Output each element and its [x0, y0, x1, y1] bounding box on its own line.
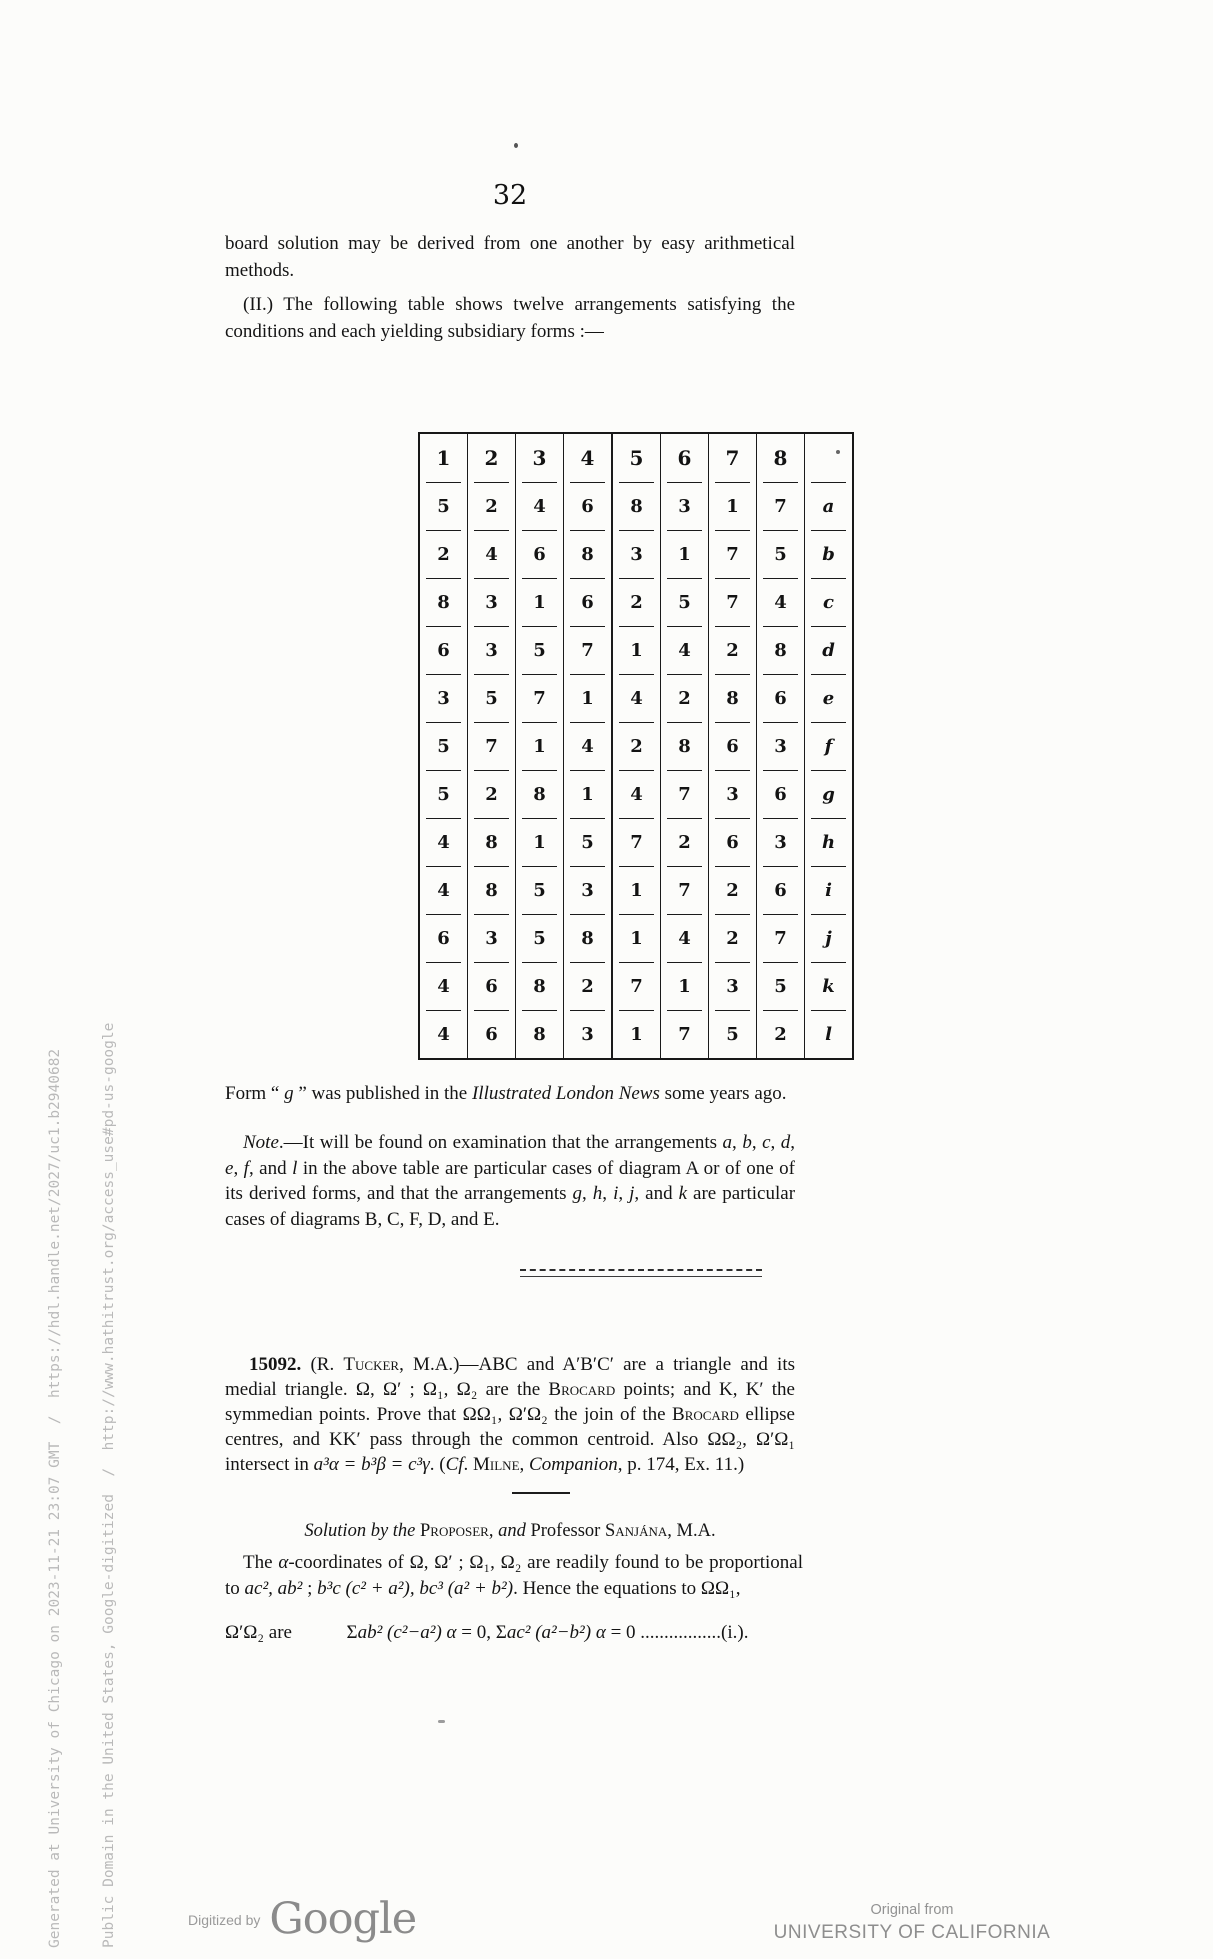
table-cell: 6: [757, 674, 805, 722]
text-segment: e: [225, 1157, 234, 1179]
table-cell: 6: [516, 530, 564, 578]
table-cell: 5: [419, 722, 468, 770]
short-rule: [512, 1492, 570, 1494]
table-cell: 2: [757, 1010, 805, 1059]
text-segment: h: [592, 1183, 603, 1204]
text-segment: Brocard: [548, 1379, 616, 1400]
text-segment: Illustrated London News: [471, 1083, 660, 1104]
text-segment: Σ: [346, 1622, 358, 1643]
row-label: a: [805, 482, 854, 530]
row-label: e: [805, 674, 854, 722]
text-segment: Companion: [529, 1454, 618, 1475]
problem-15092: [225, 1352, 795, 1477]
table-row: [419, 818, 853, 866]
text-segment: α: [278, 1552, 289, 1573]
paragraph-note: [225, 1130, 795, 1232]
text-segment: ,: [519, 1454, 530, 1475]
column-header: 7: [709, 433, 757, 482]
table-cell: 1: [564, 674, 613, 722]
text-segment: i: [613, 1183, 619, 1204]
table-header-row: [419, 433, 853, 482]
table-cell: 8: [564, 914, 613, 962]
table-cell: 1: [516, 722, 564, 770]
table-cell: 7: [661, 770, 709, 818]
text-segment: , and: [634, 1183, 679, 1204]
text-segment: (R.: [301, 1354, 344, 1375]
table-cell: 5: [564, 818, 613, 866]
text-segment: Sanjána: [604, 1521, 668, 1541]
table-cell: 6: [564, 482, 613, 530]
text-segment: ellipse centres, and KK′ pass through the common centroid. Also ΩΩ₂, Ω′Ω₁ intersect in: [225, 1404, 795, 1475]
text-segment: -coordinates of Ω, Ω′ ; Ω₁, Ω₂ are readily found to be proportional to: [225, 1552, 803, 1599]
footer-digitized: [188, 1894, 417, 1944]
table-row: [419, 722, 853, 770]
table-cell: 6: [757, 866, 805, 914]
table-cell: 3: [419, 674, 468, 722]
text-segment: , M.A.)—ABC and A′B′C′ are a triangle and its medial triangle. Ω, Ω′ ; Ω₁, Ω₂ are the: [225, 1354, 795, 1400]
text-segment: ,: [751, 1132, 763, 1153]
text-segment: = 0,: [456, 1622, 496, 1643]
row-label: j: [805, 914, 854, 962]
equation-label: Ω′Ω₂ are: [225, 1622, 292, 1643]
table-cell: 1: [612, 1010, 661, 1059]
table-cell: 8: [612, 482, 661, 530]
table-cell: 8: [564, 530, 613, 578]
table-cell: 5: [709, 1010, 757, 1059]
column-header: 5: [612, 433, 661, 482]
table-cell: 5: [419, 770, 468, 818]
table-cell: 5: [516, 914, 564, 962]
table-cell: 2: [468, 482, 516, 530]
text-segment: , and: [248, 1157, 293, 1179]
row-label: c: [805, 578, 854, 626]
text-segment: ac², ab²: [244, 1578, 303, 1599]
table-row: [419, 962, 853, 1010]
table-cell: 6: [564, 578, 613, 626]
page-number: 32: [492, 180, 528, 211]
text-segment: . Hence the equations to ΩΩ₁,: [513, 1578, 741, 1599]
table-cell: 3: [468, 578, 516, 626]
column-header: 4: [564, 433, 613, 482]
column-header: 2: [468, 433, 516, 482]
paragraph-table-intro: (II.) The following table shows twelve arrangements satisfying the conditions and each yielding subsidiary forms :—: [225, 294, 795, 342]
table-cell: 1: [516, 578, 564, 626]
text-segment: a: [722, 1132, 733, 1153]
table-cell: 8: [419, 578, 468, 626]
table-cell: 6: [419, 626, 468, 674]
text-segment: 15092.: [249, 1354, 302, 1375]
text-segment: ,: [790, 1132, 796, 1153]
table-cell: 5: [757, 962, 805, 1010]
row-label: k: [805, 962, 854, 1010]
table-row: [419, 770, 853, 818]
table-cell: 6: [709, 722, 757, 770]
table-cell: 1: [612, 866, 661, 914]
table-cell: 2: [468, 770, 516, 818]
table-cell: 7: [564, 626, 613, 674]
table-cell: 7: [709, 530, 757, 578]
table-cell: 8: [516, 962, 564, 1010]
text-segment: g: [572, 1183, 583, 1204]
text-segment: k: [678, 1183, 688, 1204]
table-cell: 3: [757, 722, 805, 770]
text-segment: Note: [243, 1132, 279, 1153]
text-segment: ;: [302, 1578, 318, 1599]
table-cell: 3: [612, 530, 661, 578]
table-cell: 1: [516, 818, 564, 866]
text-segment: d: [780, 1132, 791, 1153]
text-segment: ,: [618, 1183, 630, 1204]
ink-speck: [514, 143, 518, 148]
row-label: f: [805, 722, 854, 770]
text-segment: Professor: [525, 1521, 605, 1541]
text-segment: ab² (c²−a²) α: [357, 1622, 457, 1643]
watermark-line1: Generated at University of Chicago on 2023-11-21 23:07 GMT / https://hdl.handle.net/2027/uc1.b2940682: [47, 1048, 63, 1948]
table-cell: 2: [709, 866, 757, 914]
row-label: h: [805, 818, 854, 866]
table-cell: 4: [419, 818, 468, 866]
table-cell: 5: [757, 530, 805, 578]
table-cell: 3: [564, 866, 613, 914]
text-segment: l: [292, 1157, 298, 1179]
table-cell: 3: [661, 482, 709, 530]
table-cell: 1: [612, 626, 661, 674]
table-cell: 3: [468, 914, 516, 962]
column-header: 1: [419, 433, 468, 482]
table-cell: 7: [516, 674, 564, 722]
table-cell: 4: [468, 530, 516, 578]
table-cell: 8: [709, 674, 757, 722]
text-segment: Proposer: [420, 1521, 489, 1541]
text-segment: g: [284, 1083, 294, 1104]
table-cell: 6: [468, 962, 516, 1010]
table-cell: 4: [612, 674, 661, 722]
table-cell: 3: [709, 770, 757, 818]
table-row: [419, 866, 853, 914]
table-row: [419, 1010, 853, 1059]
table-cell: 5: [419, 482, 468, 530]
column-header: 8: [757, 433, 805, 482]
table-cell: 2: [612, 722, 661, 770]
text-segment: , M.A.: [667, 1521, 716, 1541]
table-cell: 7: [468, 722, 516, 770]
text-segment: = 0 .................(i.).: [605, 1622, 749, 1643]
paragraph-form-g: [225, 1080, 795, 1107]
text-segment: ,: [732, 1132, 743, 1153]
column-header: 6: [661, 433, 709, 482]
table-cell: 2: [661, 818, 709, 866]
text-segment: The: [243, 1552, 279, 1573]
table-row: [419, 626, 853, 674]
table-cell: 2: [709, 914, 757, 962]
table-cell: 4: [516, 482, 564, 530]
original-from-label: Original from: [870, 1902, 954, 1918]
table-cell: 6: [757, 770, 805, 818]
table-cell: 2: [564, 962, 613, 1010]
text-segment: j: [629, 1183, 635, 1204]
text-segment: .: [463, 1454, 474, 1475]
table-cell: 1: [661, 962, 709, 1010]
table-cell: 1: [661, 530, 709, 578]
table-cell: 1: [709, 482, 757, 530]
table-cell: 3: [709, 962, 757, 1010]
table-cell: 8: [516, 770, 564, 818]
text-segment: a³α = b³β = c³γ: [313, 1454, 430, 1475]
table-cell: 3: [757, 818, 805, 866]
text-segment: and: [498, 1521, 526, 1541]
text-segment: ,: [602, 1183, 614, 1204]
text-segment: some years ago.: [659, 1083, 787, 1104]
equation-body: [292, 1622, 803, 1644]
table-cell: 1: [564, 770, 613, 818]
table-cell: 4: [757, 578, 805, 626]
row-label: b: [805, 530, 854, 578]
table-row: [419, 530, 853, 578]
table-row: [419, 482, 853, 530]
text-segment: , p. 174, Ex. 11.): [617, 1454, 745, 1475]
table-cell: 6: [419, 914, 468, 962]
table-cell: 4: [612, 770, 661, 818]
section-separator: [520, 1269, 762, 1277]
table-row: [419, 914, 853, 962]
row-label: d: [805, 626, 854, 674]
ink-speck: [836, 450, 840, 454]
table-cell: 7: [612, 818, 661, 866]
table-cell: 4: [564, 722, 613, 770]
table-row: [419, 674, 853, 722]
row-label: l: [825, 1023, 832, 1045]
table-cell: 8: [468, 866, 516, 914]
table-cell: 8: [468, 818, 516, 866]
paragraph-intro: board solution may be derived from one another by easy arithmetical methods.: [225, 233, 795, 281]
text-segment: ,: [582, 1183, 593, 1204]
solution-paragraph: [225, 1550, 803, 1602]
table-cell: 2: [661, 674, 709, 722]
table-cell: 7: [661, 866, 709, 914]
text-segment: b: [742, 1132, 752, 1153]
solution-heading: [225, 1518, 795, 1545]
footer-original: [752, 1902, 1072, 1944]
text-segment: Σ: [495, 1622, 507, 1643]
text-segment: . (: [429, 1454, 446, 1475]
column-header: 3: [516, 433, 564, 482]
text-segment: points; and K, K′ the symmedian points. Prove that ΩΩ₁, Ω′Ω₂ the join of the: [225, 1379, 795, 1425]
text-segment: ,: [770, 1132, 781, 1153]
table-cell: 5: [468, 674, 516, 722]
text-segment: ,: [233, 1157, 244, 1179]
table-cell: 2: [709, 626, 757, 674]
table-cell: 2: [612, 578, 661, 626]
row-label-header: [805, 433, 854, 482]
table-cell: 6: [468, 1010, 516, 1059]
equation-line: [225, 1622, 803, 1644]
arrangements-table: [418, 432, 854, 1060]
table-cell: 3: [564, 1010, 613, 1059]
table-cell: 7: [757, 914, 805, 962]
text-segment: ,: [488, 1521, 499, 1541]
text-segment: ” was published in the: [293, 1083, 472, 1104]
row-label: g: [805, 770, 854, 818]
ink-speck: [438, 1720, 445, 1723]
table-cell: 4: [661, 626, 709, 674]
table-cell: 3: [468, 626, 516, 674]
table-cell: 7: [661, 1010, 709, 1059]
table-row: [419, 578, 853, 626]
google-logo: Google: [269, 1894, 417, 1944]
table-cell: 8: [661, 722, 709, 770]
digitized-by-label: Digitized by: [188, 1911, 261, 1928]
text-segment: Solution by the: [304, 1521, 421, 1541]
university-label: UNIVERSITY OF CALIFORNIA: [773, 1922, 1051, 1943]
table-cell: 2: [419, 530, 468, 578]
table-cell: 7: [612, 962, 661, 1010]
text-segment: ac² (a²−b²) α: [506, 1622, 606, 1643]
table-cell: 7: [709, 578, 757, 626]
table-cell: 8: [516, 1010, 564, 1059]
text-segment: Form “: [225, 1083, 285, 1104]
text-segment: Milne: [473, 1454, 520, 1475]
table-cell: 4: [419, 962, 468, 1010]
text-segment: Brocard: [672, 1404, 739, 1425]
hathitrust-watermark: [10, 980, 154, 1948]
text-segment: .—It will be found on examination that the arrangements: [278, 1132, 723, 1153]
table-cell: 7: [757, 482, 805, 530]
text-segment: Tucker: [343, 1354, 400, 1375]
row-label: i: [805, 866, 854, 914]
table-cell: 4: [419, 866, 468, 914]
table-cell: 4: [419, 1010, 468, 1059]
table-cell: 5: [661, 578, 709, 626]
text-segment: in the above table are particular cases of diagram A or of one of its derived forms, and that the arrangements: [225, 1157, 796, 1204]
table-cell: 5: [516, 626, 564, 674]
table-cell: 5: [516, 866, 564, 914]
text-segment: Cf: [445, 1454, 464, 1475]
text-segment: are particular cases of diagrams B, C, F, D, and E.: [225, 1183, 796, 1230]
text-segment: b³c (c² + a²), bc³ (a² + b²): [317, 1578, 514, 1599]
table-cell: 8: [757, 626, 805, 674]
text-segment: f: [243, 1157, 249, 1179]
table-cell: 1: [612, 914, 661, 962]
text-segment: c: [762, 1132, 771, 1153]
watermark-line2: Public Domain in the United States, Google-digitized / http://www.hathitrust.org/access_use#pd-us-google: [101, 1022, 117, 1948]
table-cell: 4: [661, 914, 709, 962]
table-cell: 6: [709, 818, 757, 866]
